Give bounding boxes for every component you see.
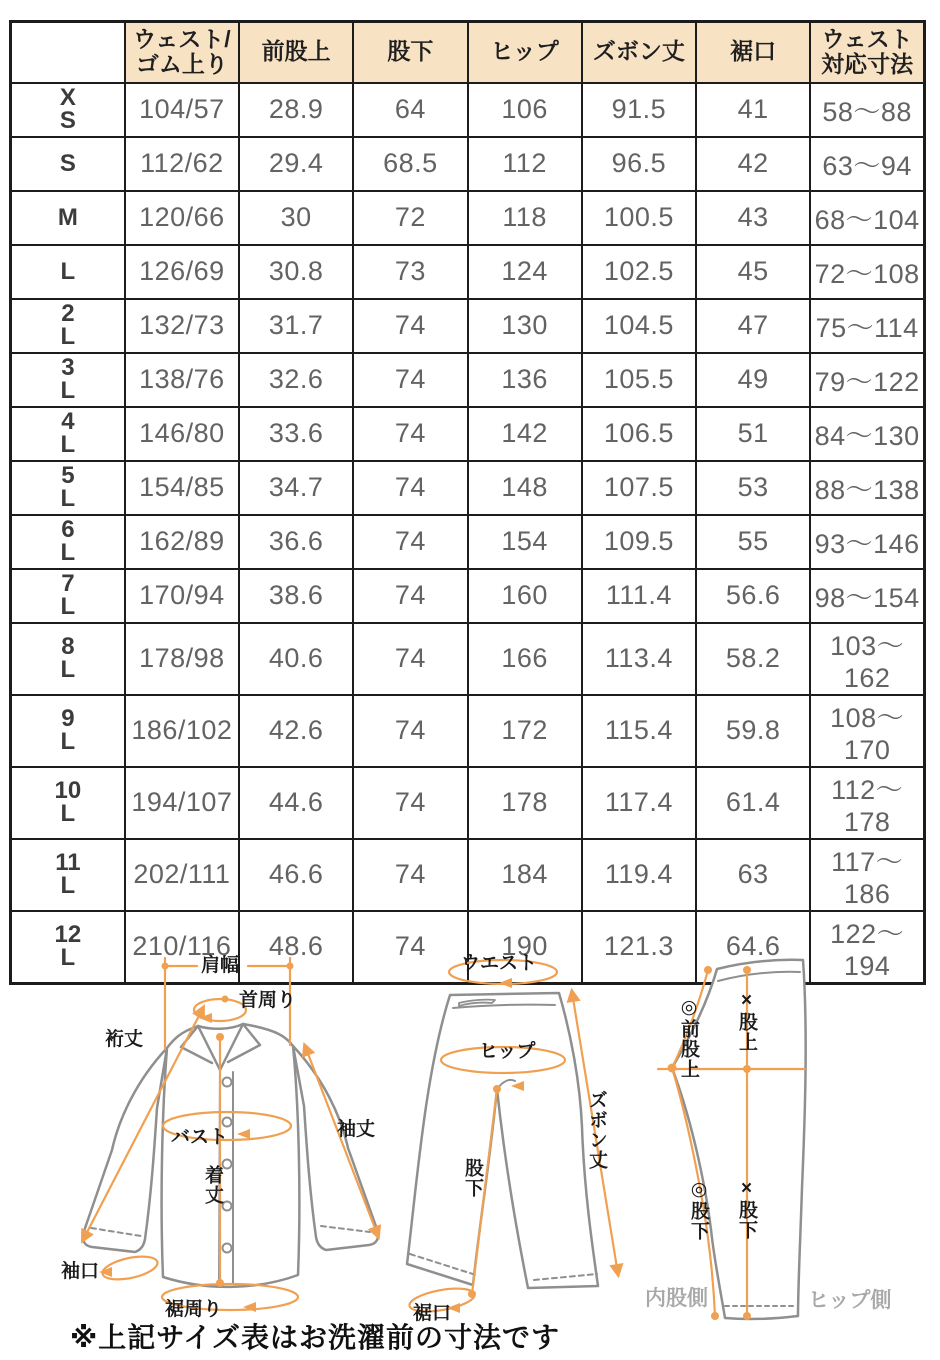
value-cell: 74 (353, 911, 467, 984)
value-cell: 194/107 (125, 767, 239, 839)
value-cell: 46.6 (239, 839, 353, 911)
value-cell: 88〜138 (810, 461, 924, 515)
value-cell: 119.4 (582, 839, 696, 911)
value-cell: 178/98 (125, 623, 239, 695)
size-cell: 8 L (11, 623, 125, 695)
table-row (11, 569, 925, 623)
size-cell: 3 L (11, 353, 125, 407)
value-cell: 115.4 (582, 695, 696, 767)
waist-label: ウエスト (461, 953, 538, 974)
header-cell: 股下 (353, 22, 467, 83)
value-cell: 166 (468, 623, 582, 695)
header-cell: ズボン丈 (582, 22, 696, 83)
value-cell: 74 (353, 695, 467, 767)
value-cell: 63〜94 (810, 137, 924, 191)
table-row (11, 461, 925, 515)
header-row (11, 22, 925, 83)
value-cell: 113.4 (582, 623, 696, 695)
header-cell: ウェスト/ ゴム上り (125, 22, 239, 83)
size-cell: 12 L (11, 911, 125, 984)
body-length-label: 着丈 (202, 1165, 223, 1205)
table-row (11, 191, 925, 245)
value-cell: 138/76 (125, 353, 239, 407)
size-cell: 6 L (11, 515, 125, 569)
pants-front-art (395, 942, 675, 1340)
value-cell: 202/111 (125, 839, 239, 911)
hip-side-label: ヒップ側 (808, 1289, 892, 1312)
value-cell: 74 (353, 569, 467, 623)
hem-circumference-label: 裾周り (165, 1299, 223, 1320)
inseam-ok-label: ◎股下 (688, 1178, 709, 1241)
value-cell: 29.4 (239, 137, 353, 191)
yuki-length-label: 裄丈 (105, 1029, 144, 1050)
value-cell: 53 (696, 461, 810, 515)
value-cell: 61.4 (696, 767, 810, 839)
value-cell: 93〜146 (810, 515, 924, 569)
value-cell: 142 (468, 407, 582, 461)
value-cell: 132/73 (125, 299, 239, 353)
size-cell: L (11, 245, 125, 299)
table-row (11, 839, 925, 911)
value-cell: 31.7 (239, 299, 353, 353)
table-row (11, 299, 925, 353)
table-row (11, 137, 925, 191)
value-cell: 74 (353, 461, 467, 515)
header-cell: ウェスト 対応寸法 (810, 22, 924, 83)
value-cell: 124 (468, 245, 582, 299)
value-cell: 63 (696, 839, 810, 911)
value-cell: 56.6 (696, 569, 810, 623)
value-cell: 49 (696, 353, 810, 407)
value-cell: 172 (468, 695, 582, 767)
value-cell: 68.5 (353, 137, 467, 191)
size-cell: 7 L (11, 569, 125, 623)
value-cell: 38.6 (239, 569, 353, 623)
value-cell: 58.2 (696, 623, 810, 695)
hem-opening-label: 裾口 (413, 1303, 452, 1324)
value-cell: 51 (696, 407, 810, 461)
value-cell: 28.9 (239, 83, 353, 137)
value-cell: 74 (353, 623, 467, 695)
size-cell: X S (11, 83, 125, 137)
value-cell: 154/85 (125, 461, 239, 515)
value-cell: 112〜178 (810, 767, 924, 839)
size-cell: M (11, 191, 125, 245)
value-cell: 36.6 (239, 515, 353, 569)
value-cell: 122〜194 (810, 911, 924, 984)
value-cell: 112 (468, 137, 582, 191)
value-cell: 68〜104 (810, 191, 924, 245)
size-cell: S (11, 137, 125, 191)
value-cell: 44.6 (239, 767, 353, 839)
bust-label: バスト (171, 1127, 229, 1148)
value-cell: 74 (353, 839, 467, 911)
value-cell: 184 (468, 839, 582, 911)
value-cell: 146/80 (125, 407, 239, 461)
value-cell: 30 (239, 191, 353, 245)
pre-wash-note: ※上記サイズ表はお洗濯前の寸法です (70, 1322, 560, 1353)
value-cell: 117〜186 (810, 839, 924, 911)
value-cell: 112/62 (125, 137, 239, 191)
value-cell: 58〜88 (810, 83, 924, 137)
sleeve-length-label: 袖丈 (337, 1119, 376, 1140)
value-cell: 41 (696, 83, 810, 137)
value-cell: 74 (353, 515, 467, 569)
value-cell: 117.4 (582, 767, 696, 839)
value-cell: 104/57 (125, 83, 239, 137)
value-cell: 104.5 (582, 299, 696, 353)
size-cell: 10 L (11, 767, 125, 839)
pants-length-label: ズボン丈 (586, 1090, 607, 1170)
value-cell: 154 (468, 515, 582, 569)
table-row (11, 515, 925, 569)
value-cell: 48.6 (239, 911, 353, 984)
neck-label: 首周り (239, 990, 297, 1011)
size-cell: 9 L (11, 695, 125, 767)
table-row (11, 353, 925, 407)
shirt-measurement-diagram (15, 950, 395, 1320)
value-cell: 84〜130 (810, 407, 924, 461)
size-table-body (11, 83, 925, 984)
value-cell: 74 (353, 353, 467, 407)
pants-front-outline (407, 993, 598, 1288)
pants-side-measurement-diagram (645, 938, 935, 1336)
value-cell: 105.5 (582, 353, 696, 407)
size-cell: 2 L (11, 299, 125, 353)
value-cell: 160 (468, 569, 582, 623)
value-cell: 148 (468, 461, 582, 515)
inseam-ng-label: ×股下 (736, 1178, 757, 1240)
size-cell: 11 L (11, 839, 125, 911)
table-row (11, 767, 925, 839)
value-cell: 45 (696, 245, 810, 299)
value-cell: 33.6 (239, 407, 353, 461)
value-cell: 30.8 (239, 245, 353, 299)
header-cell: 裾口 (696, 22, 810, 83)
value-cell: 73 (353, 245, 467, 299)
corner-cell (11, 22, 125, 83)
value-cell: 43 (696, 191, 810, 245)
value-cell: 108〜170 (810, 695, 924, 767)
pants-front-measurement-diagram (395, 942, 675, 1340)
value-cell: 103〜162 (810, 623, 924, 695)
hip-label: ヒップ (479, 1041, 536, 1062)
size-cell: 5 L (11, 461, 125, 515)
value-cell: 109.5 (582, 515, 696, 569)
value-cell: 40.6 (239, 623, 353, 695)
value-cell: 118 (468, 191, 582, 245)
cuff-label: 袖口 (61, 1261, 100, 1282)
inner-thigh-side-label: 内股側 (645, 1287, 708, 1310)
value-cell: 190 (468, 911, 582, 984)
value-cell: 75〜114 (810, 299, 924, 353)
value-cell: 47 (696, 299, 810, 353)
value-cell: 106.5 (582, 407, 696, 461)
value-cell: 98〜154 (810, 569, 924, 623)
value-cell: 74 (353, 767, 467, 839)
value-cell: 64 (353, 83, 467, 137)
value-cell: 121.3 (582, 911, 696, 984)
value-cell: 42 (696, 137, 810, 191)
value-cell: 102.5 (582, 245, 696, 299)
value-cell: 100.5 (582, 191, 696, 245)
value-cell: 34.7 (239, 461, 353, 515)
table-row (11, 623, 925, 695)
size-cell: 4 L (11, 407, 125, 461)
table-row (11, 245, 925, 299)
value-cell: 42.6 (239, 695, 353, 767)
table-row (11, 695, 925, 767)
value-cell: 72〜108 (810, 245, 924, 299)
header-cell: ヒップ (468, 22, 582, 83)
value-cell: 32.6 (239, 353, 353, 407)
header-cell: 前股上 (239, 22, 353, 83)
value-cell: 91.5 (582, 83, 696, 137)
table-row (11, 407, 925, 461)
inseam-label: 股下 (462, 1158, 483, 1198)
shoulder-width-label: 肩幅 (201, 955, 240, 976)
size-table (9, 20, 926, 985)
value-cell: 111.4 (582, 569, 696, 623)
rise-ng-label: ×股上 (736, 990, 757, 1052)
value-cell: 178 (468, 767, 582, 839)
value-cell: 136 (468, 353, 582, 407)
value-cell: 74 (353, 299, 467, 353)
value-cell: 130 (468, 299, 582, 353)
value-cell: 55 (696, 515, 810, 569)
value-cell: 72 (353, 191, 467, 245)
value-cell: 126/69 (125, 245, 239, 299)
table-row (11, 83, 925, 137)
value-cell: 79〜122 (810, 353, 924, 407)
value-cell: 107.5 (582, 461, 696, 515)
value-cell: 74 (353, 407, 467, 461)
value-cell: 59.8 (696, 695, 810, 767)
front-rise-ok-label: ◎前股上 (678, 996, 699, 1079)
value-cell: 210/116 (125, 911, 239, 984)
value-cell: 120/66 (125, 191, 239, 245)
value-cell: 186/102 (125, 695, 239, 767)
value-cell: 162/89 (125, 515, 239, 569)
value-cell: 96.5 (582, 137, 696, 191)
size-table-header (11, 22, 925, 83)
value-cell: 106 (468, 83, 582, 137)
value-cell: 170/94 (125, 569, 239, 623)
value-cell: 64.6 (696, 911, 810, 984)
